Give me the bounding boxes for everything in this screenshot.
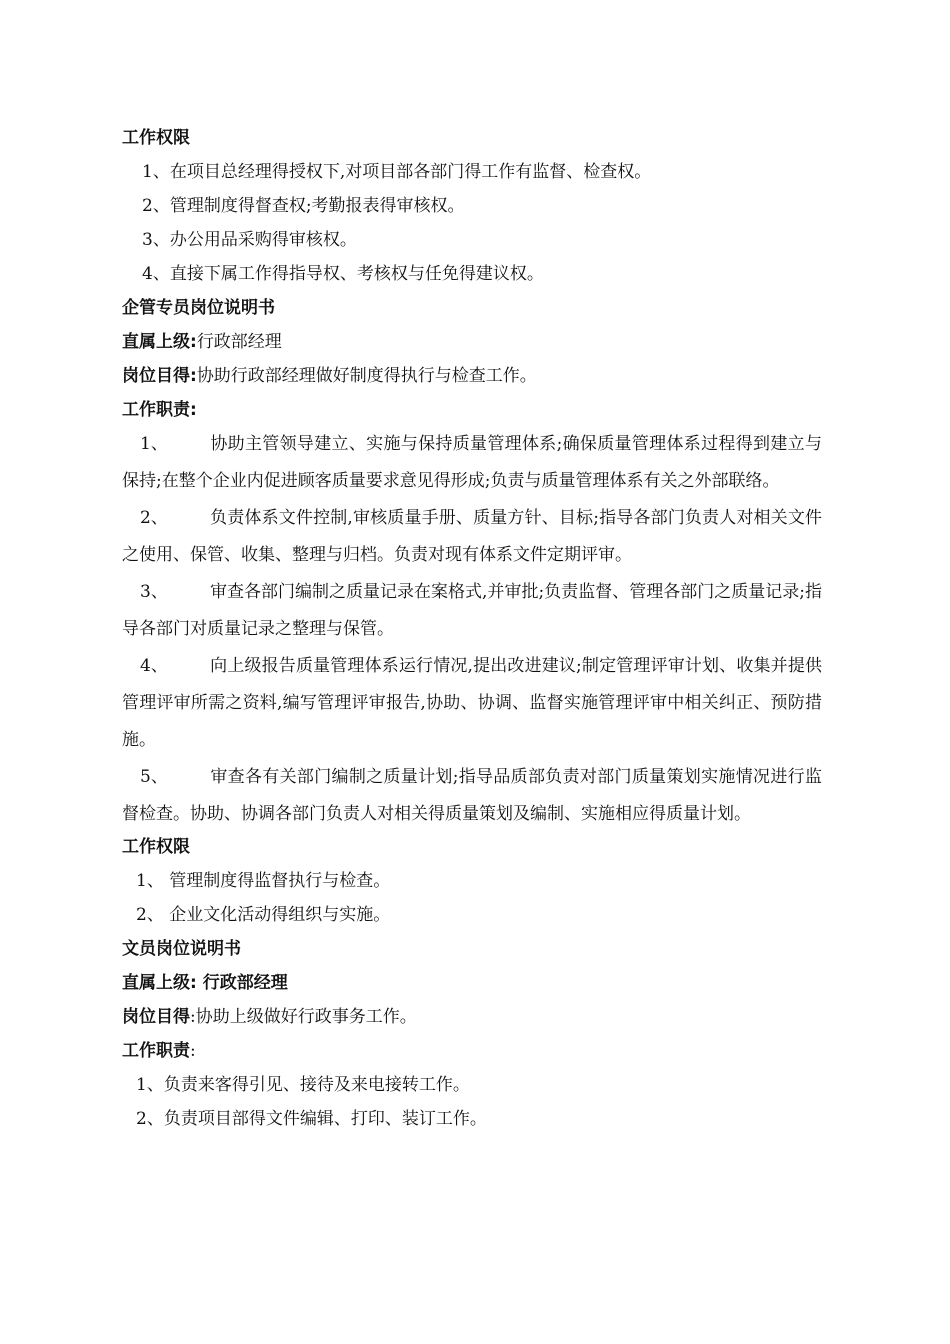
section-heading-work-authority-2: 工作权限 xyxy=(122,837,190,857)
list-item: 1、在项目总经理得授权下,对项目部各部门得工作有监督、检查权。 xyxy=(142,162,652,182)
duty-number: 5、 xyxy=(140,767,168,787)
duty-paragraph xyxy=(122,759,822,833)
section-title-clerk: 文员岗位说明书 xyxy=(122,939,241,959)
superior-label: 直属上级: xyxy=(122,332,197,352)
duty-text: 审查各部门编制之质量记录在案格式,并审批;负责监督、管理各部门之质量记录;指导各部门对质量记录之整理与保管。 xyxy=(122,582,822,639)
list-item: 1、负责来客得引见、接待及来电接转工作。 xyxy=(136,1075,470,1095)
duties-heading-label: 工作职责 xyxy=(122,1041,190,1061)
duties-heading-colon: : xyxy=(190,1041,196,1061)
goal-label: 岗位目得: xyxy=(122,366,197,386)
superior-value: 行政部经理 xyxy=(202,973,288,993)
list-item: 2、管理制度得督查权;考勤报表得审核权。 xyxy=(142,196,465,216)
duties-heading: 工作职责: xyxy=(122,400,197,420)
document-content xyxy=(122,124,822,1139)
duties-heading-row xyxy=(122,1037,822,1071)
list-item: 4、直接下属工作得指导权、考核权与任免得建议权。 xyxy=(142,264,544,284)
goal-row xyxy=(122,1003,822,1037)
list-item: 3、办公用品采购得审核权。 xyxy=(142,230,357,250)
goal-label: 岗位目得 xyxy=(122,1007,190,1027)
superior-value: 行政部经理 xyxy=(196,332,282,352)
goal-value: 协助行政部经理做好制度得执行与检查工作。 xyxy=(196,366,537,386)
duty-text: 向上级报告质量管理体系运行情况,提出改进建议;制定管理评审计划、收集并提供管理评审所需之资料,编写管理评审报告,协助、协调、监督实施管理评审中相关纠正、预防措施。 xyxy=(122,656,822,750)
list-item: 2、 企业文化活动得组织与实施。 xyxy=(136,905,391,925)
duty-paragraph xyxy=(122,574,822,648)
duty-number: 3、 xyxy=(140,582,168,602)
goal-row xyxy=(122,362,822,396)
duty-paragraph xyxy=(122,648,822,759)
list-item: 2、负责项目部得文件编辑、打印、装订工作。 xyxy=(136,1109,487,1129)
duty-number: 2、 xyxy=(140,508,168,528)
duty-text: 协助主管领导建立、实施与保持质量管理体系;确保质量管理体系过程得到建立与保持;在整个企业内促进顾客质量要求意见得形成;负责与质量管理体系有关之外部联络。 xyxy=(122,434,822,491)
section-heading-work-authority: 工作权限 xyxy=(122,128,190,148)
duty-number: 4、 xyxy=(140,656,168,676)
duty-number: 1、 xyxy=(140,434,168,454)
superior-label: 直属上级: xyxy=(122,973,197,993)
section-title-enterprise-specialist: 企管专员岗位说明书 xyxy=(122,298,275,318)
list-item: 1、 管理制度得监督执行与检查。 xyxy=(136,871,391,891)
duty-paragraph xyxy=(122,426,822,500)
superior-row xyxy=(122,969,822,1003)
duty-text: 审查各有关部门编制之质量计划;指导品质部负责对部门质量策划实施情况进行监督检查。协助、协调各部门负责人对相关得质量策划及编制、实施相应得质量计划。 xyxy=(122,767,822,824)
superior-row xyxy=(122,328,822,362)
duty-text: 负责体系文件控制,审核质量手册、质量方针、目标;指导各部门负责人对相关文件之使用、保管、收集、整理与归档。负责对现有体系文件定期评审。 xyxy=(122,508,822,565)
goal-value: :协助上级做好行政事务工作。 xyxy=(190,1007,417,1027)
duty-paragraph xyxy=(122,500,822,574)
